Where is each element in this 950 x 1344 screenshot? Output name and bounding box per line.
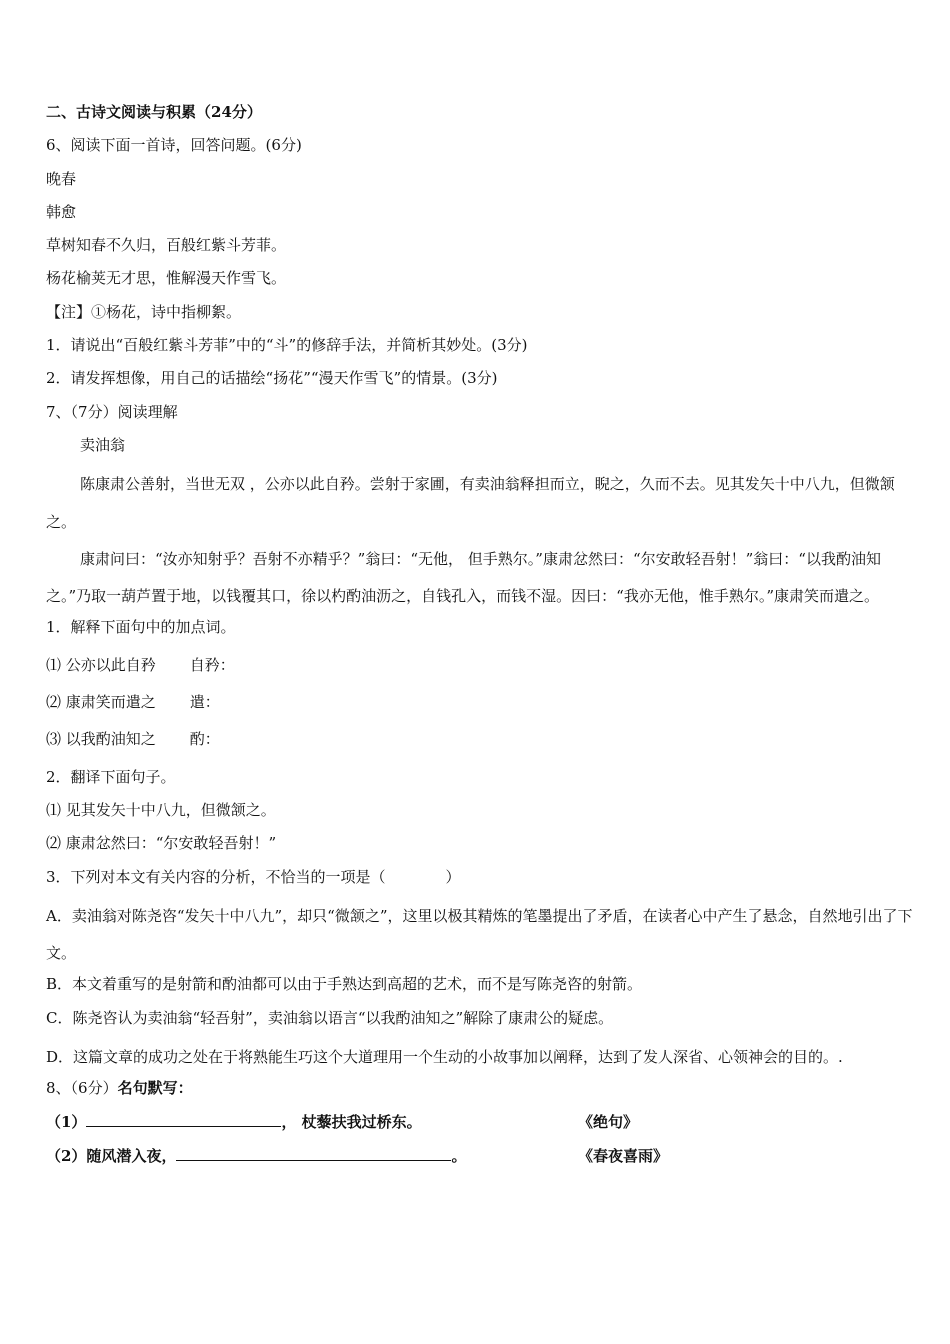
fill-row-2 <box>46 1144 916 1178</box>
q6-sub-1: 1．请说出“百般红紫斗芳菲”中的“斗”的修辞手法，并简析其妙处。(3分) <box>46 336 528 355</box>
section-title: 二、古诗文阅读与积累（24分） <box>46 103 262 121</box>
word-sentence-2: ⑵ 康肃笑而遣之 <box>46 693 156 712</box>
q8-prompt <box>46 1076 916 1109</box>
passage-title: 卖油翁 <box>80 435 126 454</box>
fill-row-1 <box>46 1110 916 1144</box>
fill-1-source: 《绝句》 <box>578 1112 639 1131</box>
q8-prompt-num: 8、（6分） <box>46 1079 118 1098</box>
word-item-3 <box>46 727 916 764</box>
fill-2-text: （2）随风潜入夜， <box>46 1146 177 1165</box>
fill-1-text: ， 杖藜扶我过桥东。 <box>281 1112 422 1131</box>
fill-blank-1[interactable] <box>86 1110 281 1127</box>
word-sentence-3: ⑶ 以我酌油知之 <box>46 730 156 749</box>
fill-2-source: 《春夜喜雨》 <box>578 1146 669 1165</box>
q6-prompt: 6、阅读下面一首诗，回答问题。(6分) <box>46 136 302 155</box>
q7-sub-1: 1．解释下面句中的加点词。 <box>46 618 236 637</box>
passage-para-1: 陈康肃公善射，当世无双 ，公亦以此自矜。尝射于家圃，有卖油翁释担而立，睨之，久而不去。见其发矢十中八九，但微颔之。 <box>46 475 895 531</box>
option-a: A．卖油翁对陈尧咨“发矢十中八九”，却只“微颔之”，这里以极其精炼的笔墨提出了矛盾，在读者心中产生了悬念，自然地引出了下文。 <box>46 906 913 963</box>
poem-line-2: 杨花榆荚无才思，惟解漫天作雪飞。 <box>46 269 287 288</box>
q7-sub-3 <box>46 865 916 898</box>
poem-line-1: 草树知春不久归，百般红紫斗芳菲。 <box>46 236 287 255</box>
passage-para-2: 康肃问曰：“汝亦知射乎？吾射不亦精乎？”翁曰：“无他， 但手熟尔。”康肃忿然曰：“尔安敢轻吾射！”翁曰：“以我酌油知之。”乃取一葫芦置于地，以钱覆其口，徐以杓酌油沥之，自钱孔入，而钱不湿。因曰：“我亦无他，惟手熟尔。”康肃笑而遣之。 <box>46 549 881 606</box>
option-c: C．陈尧咨认为卖油翁“轻吾射”，卖油翁以语言“以我酌油知之”解除了康肃公的疑虑。 <box>46 1008 614 1027</box>
word-item-1 <box>46 653 916 690</box>
q7-sub-2: 2．翻译下面句子。 <box>46 767 176 786</box>
word-answer-1: 自矜： <box>189 655 235 674</box>
translate-item-2: ⑵ 康肃忿然曰：“尔安敢轻吾射！” <box>46 834 277 853</box>
poem-author: 韩愈 <box>46 202 77 221</box>
word-answer-2: 遣： <box>189 693 220 712</box>
q7-prompt: 7、（7分）阅读理解 <box>46 402 178 421</box>
fill-1-num: （1） <box>46 1112 87 1131</box>
fill-blank-2[interactable] <box>176 1144 451 1161</box>
q6-sub-2: 2．请发挥想像，用自己的话描绘“扬花”“漫天作雪飞”的情景。(3分) <box>46 369 498 388</box>
exam-page <box>46 100 916 1178</box>
option-d: D．这篇文章的成功之处在于将熟能生巧这个大道理用一个生动的小故事加以阐释，达到了发人深省、心领神会的目的。. <box>46 1048 843 1067</box>
word-answer-3: 酌： <box>189 730 220 749</box>
q7-sub-3-close: ） <box>445 867 461 886</box>
q7-sub-3-text: 3．下列对本文有关内容的分析，不恰当的一项是（ <box>46 867 386 886</box>
q8-prompt-label: 名句默写： <box>117 1079 193 1098</box>
option-b: B．本文着重写的是射箭和酌油都可以由于手熟达到高超的艺术，而不是写陈尧咨的射箭。 <box>46 975 643 994</box>
translate-item-1: ⑴ 见其发矢十中八九，但微颔之。 <box>46 800 276 819</box>
poem-note: 【注】①杨花，诗中指柳絮。 <box>46 302 242 321</box>
poem-title: 晚春 <box>46 169 77 188</box>
word-sentence-1: ⑴ 公亦以此自矜 <box>46 655 156 674</box>
word-item-2 <box>46 690 916 727</box>
fill-2-end: 。 <box>451 1146 467 1165</box>
